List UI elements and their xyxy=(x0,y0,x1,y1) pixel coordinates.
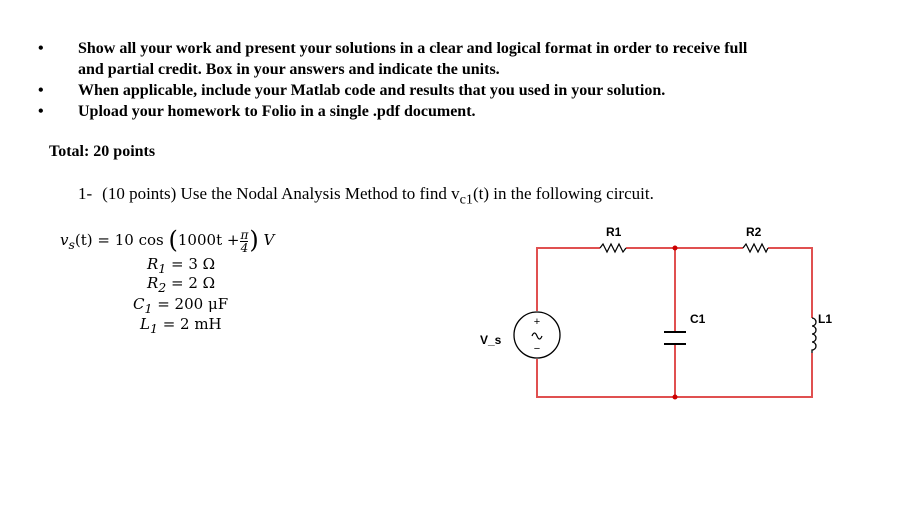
eq-middle: (t) = 10 cos xyxy=(74,231,164,249)
label-r1: R1 xyxy=(606,225,622,239)
eq-unit: V xyxy=(263,231,275,249)
frac-numerator: π xyxy=(240,227,249,242)
problem-text: (10 points) Use the Nodal Analysis Method to find v xyxy=(102,184,460,203)
source-plus-label: + xyxy=(533,316,541,328)
bullet-icon: • xyxy=(38,103,44,120)
label-r2: R2 xyxy=(746,225,762,239)
close-paren: ) xyxy=(249,226,259,254)
label-vs: V_s xyxy=(480,333,502,347)
node-bottom xyxy=(673,395,678,400)
node-top xyxy=(673,246,678,251)
instruction-text: and partial credit. Box in your answers and indicate the units. xyxy=(78,61,500,78)
source-minus-label: − xyxy=(533,343,541,355)
bullet-icon: • xyxy=(38,40,44,57)
instruction-text: Show all your work and present your solutions in a clear and logical format in order to receive full xyxy=(78,40,748,57)
label-l1: L1 xyxy=(818,312,833,326)
problem-number: 1- xyxy=(78,184,93,203)
capacitor-c1-icon xyxy=(664,332,686,344)
eq-argument: 1000t + xyxy=(177,231,240,249)
param-r1: $R_1 = 3$ Ω xyxy=(147,255,216,276)
wire-left-top xyxy=(537,248,600,311)
problem-subscript: c1 xyxy=(459,191,473,208)
param-c1: $C_1 = 200$ μF xyxy=(133,295,229,316)
circuit-wires xyxy=(537,248,812,397)
param-r2: $R_2 = 2$ Ω xyxy=(147,274,216,295)
bullet-icon: • xyxy=(38,82,44,99)
instruction-text: When applicable, include your Matlab code and results that you used in your solution. xyxy=(78,82,666,99)
param-l1: $L_1 = 2$ mH xyxy=(140,315,222,336)
resistor-r1-icon xyxy=(600,244,626,252)
eq-lhs-sub: s xyxy=(68,237,75,252)
open-paren: ( xyxy=(168,226,178,254)
inductor-l1-icon xyxy=(812,318,816,353)
frac-denominator: 4 xyxy=(240,240,249,255)
resistor-r2-icon xyxy=(743,244,768,252)
problem-tail: (t) in the following circuit. xyxy=(473,184,654,203)
label-c1: C1 xyxy=(690,312,706,326)
total-points: Total: 20 points xyxy=(49,143,156,160)
eq-lhs: v xyxy=(60,231,69,249)
instruction-text: Upload your homework to Folio in a single .pdf document. xyxy=(78,103,476,120)
wire-right-top xyxy=(768,248,812,318)
